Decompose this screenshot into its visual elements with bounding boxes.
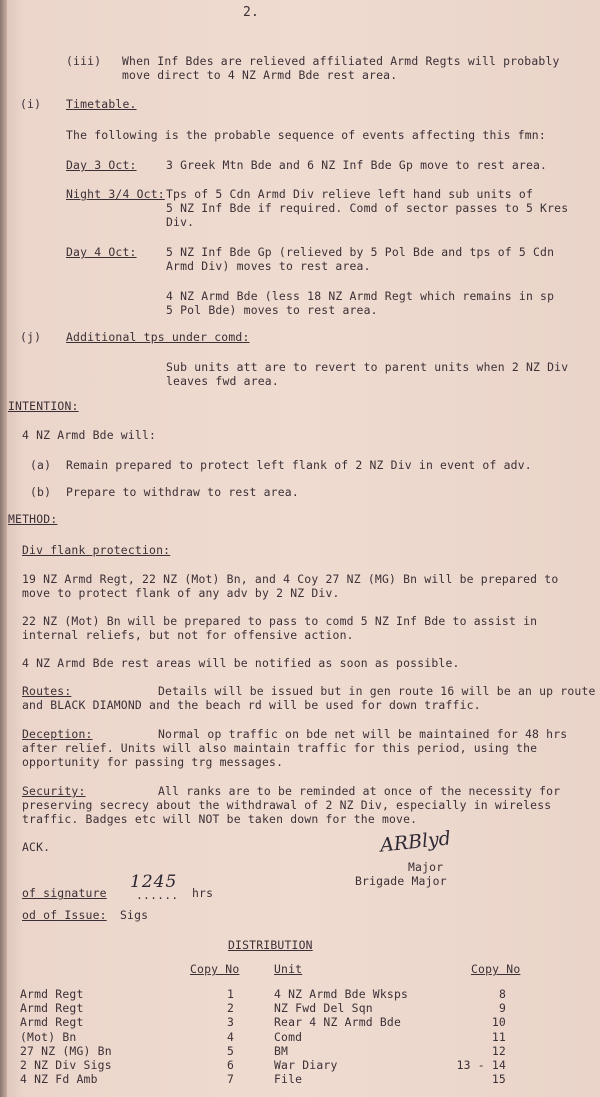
distribution-left-unit: Armd Regt xyxy=(20,1001,84,1015)
distribution-left-unit: (Mot) Bn xyxy=(20,1030,77,1044)
method-of-issue-value: Sigs xyxy=(120,908,149,922)
routes-label: Routes: xyxy=(22,684,72,698)
intention-a-number: (a) xyxy=(30,458,52,472)
distribution-left-copy: 3 xyxy=(226,1015,234,1029)
para-i-number: (i) xyxy=(20,97,42,111)
distribution-left-unit: 2 NZ Div Sigs xyxy=(20,1058,112,1072)
routes-line-2: and BLACK DIAMOND and the beach rd will be used for down traffic. xyxy=(22,698,481,712)
day4-line-1: 5 NZ Inf Bde Gp (relieved by 5 Pol Bde and tps of 5 Cdn xyxy=(166,245,555,259)
distribution-right-copy: 15 xyxy=(491,1072,506,1086)
distribution-right-unit: BM xyxy=(274,1044,289,1058)
binding-edge xyxy=(0,0,7,1097)
intention-b-number: (b) xyxy=(30,485,52,499)
distribution-right-unit: War Diary xyxy=(274,1058,338,1072)
security-label: Security: xyxy=(22,784,86,798)
distribution-left-unit: 27 NZ (MG) Bn xyxy=(20,1044,112,1058)
day4-label: Day 4 Oct: xyxy=(66,245,137,259)
flank-p1-line-2: move to protect flank of any adv by 2 NZ Div. xyxy=(22,586,340,600)
distribution-right-unit: Rear 4 NZ Armd Bde xyxy=(274,1015,402,1029)
distribution-copy-header-left: Copy No xyxy=(190,962,240,976)
distribution-left-unit: Armd Regt xyxy=(20,1015,84,1029)
signature-title: Brigade Major xyxy=(355,874,447,888)
intention-a-text: Remain prepared to protect left flank of 2 NZ Div in event of adv. xyxy=(66,458,532,472)
intention-lead: 4 NZ Armd Bde will: xyxy=(22,428,157,442)
distribution-right-unit: NZ Fwd Del Sqn xyxy=(274,1001,373,1015)
flank-p2-line-2: internal reliefs, but not for offensive action. xyxy=(22,628,354,642)
distribution-right-copy: 8 xyxy=(498,987,506,1001)
distribution-left-copy: 4 xyxy=(226,1030,234,1044)
distribution-right-unit: 4 NZ Armd Bde Wksps xyxy=(274,987,409,1001)
para-j-number: (j) xyxy=(20,330,42,344)
para-iii-line-2: move direct to 4 NZ Armd Bde rest area. xyxy=(122,68,398,82)
distribution-left-copy: 5 xyxy=(226,1044,234,1058)
para-iii-line-1: When Inf Bdes are relieved affiliated Armd Regts will probably xyxy=(122,54,560,68)
flank-p3: 4 NZ Armd Bde rest areas will be notified as soon as possible. xyxy=(22,656,460,670)
time-of-signature-label: of signature xyxy=(22,886,107,900)
handwritten-signature: ARBlyd xyxy=(379,827,452,857)
distribution-left-copy: 2 xyxy=(226,1001,234,1015)
deception-line-3: opportunity for passing trg messages. xyxy=(22,755,284,769)
day3-text: 3 Greek Mtn Bde and 6 NZ Inf Bde Gp move to rest area. xyxy=(166,158,548,172)
time-of-signature-unit: hrs xyxy=(192,886,214,900)
additional-tps-heading: Additional tps under comd: xyxy=(66,330,250,344)
night34-line-1: Tps of 5 Cdn Armd Div relieve left hand sub units of xyxy=(166,187,534,201)
page-number: 2. xyxy=(243,5,260,20)
time-of-signature-value: 1245 xyxy=(130,872,178,892)
distribution-right-copy: 11 xyxy=(491,1030,506,1044)
day4-line-2: Armd Div) moves to rest area. xyxy=(166,259,371,273)
security-line-1: All ranks are to be reminded at once of the necessity for xyxy=(158,784,561,798)
distribution-right-unit: File xyxy=(274,1072,303,1086)
routes-line-1: Details will be issued but in gen route 16 will be an up route xyxy=(158,684,596,698)
distribution-copy-header-right: Copy No xyxy=(471,962,521,976)
distribution-heading: DISTRIBUTION xyxy=(228,938,313,952)
distribution-right-unit: Comd xyxy=(274,1030,303,1044)
flank-heading: Div flank protection: xyxy=(22,543,171,557)
night34-line-3: Div. xyxy=(166,215,195,229)
flank-p2-line-1: 22 NZ (Mot) Bn will be prepared to pass to comd 5 NZ Inf Bde to assist in xyxy=(22,614,538,628)
security-line-2: preserving secrecy about the withdrawal of 2 NZ Div, especially in wireless xyxy=(22,798,552,812)
method-heading: METHOD: xyxy=(8,512,58,526)
signature-rank: Major xyxy=(408,860,444,874)
flank-p1-line-1: 19 NZ Armd Regt, 22 NZ (Mot) Bn, and 4 Coy 27 NZ (MG) Bn will be prepared to xyxy=(22,572,559,586)
security-line-3: traffic. Badges etc will NOT be taken down for the move. xyxy=(22,812,418,826)
intention-b-text: Prepare to withdraw to rest area. xyxy=(66,485,299,499)
deception-label: Deception: xyxy=(22,727,93,741)
distribution-right-copy: 13 - 14 xyxy=(456,1058,506,1072)
distribution-right-copy: 10 xyxy=(491,1015,506,1029)
distribution-right-copy: 12 xyxy=(491,1044,506,1058)
para-iii-number: (iii) xyxy=(66,54,102,68)
night34-label: Night 3/4 Oct: xyxy=(66,187,165,201)
para-j-line-2: leaves fwd area. xyxy=(166,374,279,388)
night34-line-2: 5 NZ Inf Bde if required. Comd of sector passes to 5 Kres xyxy=(166,201,569,215)
ack-text: ACK. xyxy=(22,840,51,854)
method-of-issue-label: od of Issue: xyxy=(22,908,107,922)
distribution-left-unit: 4 NZ Fd Amb xyxy=(20,1072,98,1086)
day4-line-3: 4 NZ Armd Bde (less 18 NZ Armd Regt which remains in sp xyxy=(166,289,555,303)
distribution-left-copy: 7 xyxy=(226,1072,234,1086)
distribution-left-copy: 6 xyxy=(226,1058,234,1072)
timetable-heading: Timetable. xyxy=(66,97,137,111)
deception-line-1: Normal op traffic on bde net will be maintained for 48 hrs xyxy=(158,727,568,741)
deception-line-2: after relief. Units will also maintain traffic for this period, using the xyxy=(22,741,538,755)
distribution-left-copy: 1 xyxy=(226,987,234,1001)
time-of-signature-dots: ...... xyxy=(136,888,179,902)
distribution-left-unit: Armd Regt xyxy=(20,987,84,1001)
para-j-line-1: Sub units att are to revert to parent units when 2 NZ Div xyxy=(166,360,569,374)
intention-heading: INTENTION: xyxy=(8,399,79,413)
day4-line-4: 5 Pol Bde) moves to rest area. xyxy=(166,303,378,317)
timetable-intro: The following is the probable sequence of events affecting this fmn: xyxy=(66,128,546,142)
distribution-unit-header: Unit xyxy=(274,962,303,976)
day3-label: Day 3 Oct: xyxy=(66,158,137,172)
distribution-right-copy: 9 xyxy=(498,1001,506,1015)
